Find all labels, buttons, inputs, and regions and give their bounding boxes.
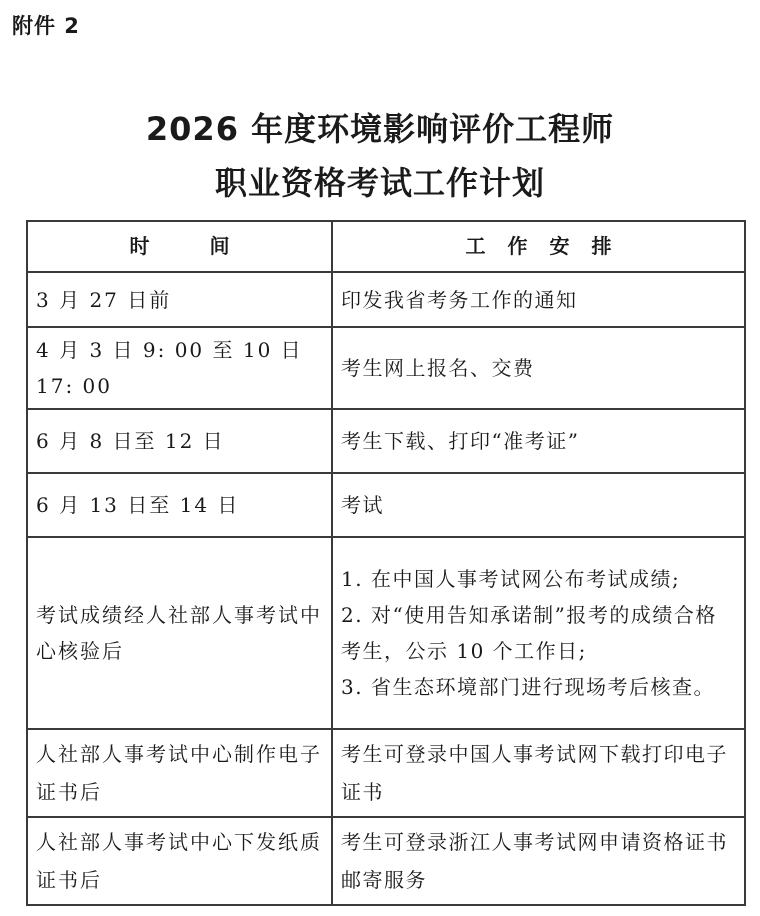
time-cell: 人社部人事考试中心下发纸质证书后 [27,817,332,905]
work-item: 考生下载、打印“准考证” [341,429,580,453]
time-cell: 6 月 13 日至 14 日 [27,473,332,537]
work-cell [332,473,745,537]
time-cell: 人社部人事考试中心制作电子证书后 [27,729,332,817]
time-cell: 3 月 27 日前 [27,272,332,327]
header-time: 时间 [27,221,332,272]
time-cell: 考试成绩经人社部人事考试中心核验后 [27,537,332,729]
table-row [27,473,745,537]
table-row [27,817,745,905]
table-row [27,272,745,327]
work-cell [332,409,745,473]
work-item: 2. 对“使用告知承诺制”报考的成绩合格考生，公示 10 个工作日; [341,603,717,663]
document-title-line-1: 2026 年度环境影响评价工程师 [145,110,615,148]
document-title-line-2: 职业资格考试工作计划 [214,164,545,202]
work-cell [332,327,745,409]
work-item: 考生可登录浙江人事考试网申请资格证书邮寄服务 [341,830,728,892]
table-row [27,409,745,473]
work-item: 考试 [341,493,384,517]
attachment-label: 附件 2 [12,14,80,38]
table-header-row [27,221,745,272]
table-row [27,537,745,729]
schedule-table [26,220,746,906]
work-cell [332,729,745,817]
work-item: 考生可登录中国人事考试网下载打印电子证书 [341,742,728,804]
work-item: 1. 在中国人事考试网公布考试成绩; [341,567,681,591]
table-row [27,327,745,409]
header-work-arrangement: 工作安排 [332,221,745,272]
work-cell [332,817,745,905]
work-cell [332,537,745,729]
work-item: 3. 省生态环境部门进行现场考后核查。 [341,675,715,699]
time-cell: 6 月 8 日至 12 日 [27,409,332,473]
work-item: 印发我省考务工作的通知 [341,287,578,312]
table-row [27,729,745,817]
work-item: 考生网上报名、交费 [341,356,535,380]
time-cell: 4 月 3 日 9: 00 至 10 日 17: 00 [27,327,332,409]
work-cell [332,272,745,327]
